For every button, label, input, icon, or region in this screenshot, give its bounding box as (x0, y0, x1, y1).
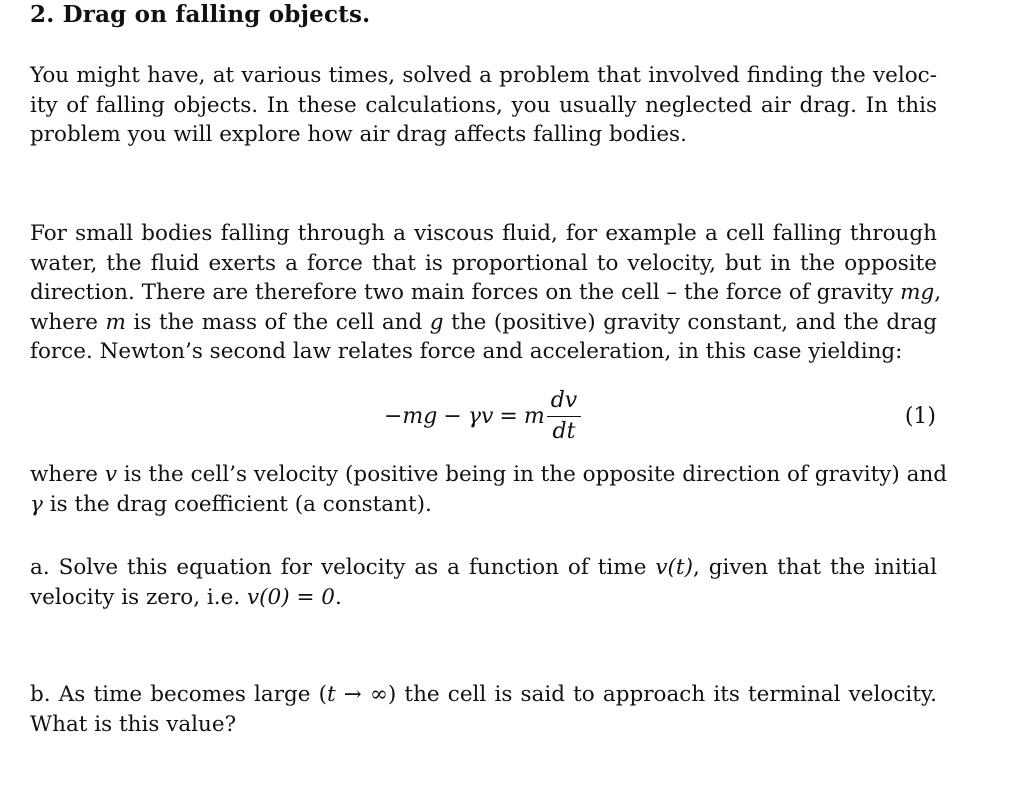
eq-equals: = (499, 403, 518, 429)
eq-minus: − (443, 403, 462, 429)
explanation-paragraph (30, 460, 948, 519)
math-m: m (105, 309, 126, 335)
equation-body (384, 380, 581, 452)
explanation-line-2-b: is the drag coefficient (a constant). (42, 491, 432, 517)
eq-coeff-m: m (523, 403, 545, 429)
part-b-paragraph (30, 680, 937, 739)
explanation-line-1-a: where (30, 462, 105, 487)
math-v: v (104, 462, 117, 487)
part-a-paragraph (30, 553, 937, 612)
intro-line-2: ity of falling objects. In these calculations, you usually neglected air drag. In this (30, 92, 937, 118)
eq-term-mg: −mg (384, 403, 438, 429)
part-a-line-2 (30, 583, 937, 613)
setup-line-2: water, the fluid exerts a force that is proportional to velocity, but in the opposite (30, 250, 937, 276)
setup-line-3-text: direction. There are therefore two main forces on the cell – the force of gravity (30, 280, 901, 305)
intro-line-3: problem you will explore how air drag affects falling bodies. (30, 122, 687, 147)
explanation-line-2 (30, 490, 937, 520)
part-b-line-2: What is this value? (30, 711, 237, 737)
explanation-line-1 (30, 460, 948, 490)
setup-line-4 (30, 308, 937, 338)
part-a-line-1-a: a. Solve this equation for velocity as a function of time (30, 555, 656, 580)
eq-term-gamma-v: γv (467, 403, 494, 429)
intro-line-1: You might have, at various times, solved a problem that involved finding the veloc- (30, 63, 937, 88)
intro-paragraph (30, 61, 937, 150)
part-a-line-2-b: . (334, 584, 342, 610)
math-g: g (429, 309, 444, 335)
eq-denominator: dt (552, 418, 576, 444)
part-b-line-1-b: ) the cell is said to approach its terminal velocity. (387, 682, 938, 707)
equation-number: (1) (904, 403, 936, 429)
setup-line-4-a: where (30, 309, 106, 335)
setup-line-3-comma: , (934, 280, 942, 305)
setup-line-3 (30, 278, 942, 308)
setup-paragraph (30, 219, 942, 367)
eq-numerator: dv (547, 388, 582, 417)
setup-line-1: For small bodies falling through a viscous fluid, for example a cell falling through (30, 221, 937, 246)
math-mg: mg (900, 280, 935, 305)
setup-line-5: force. Newton’s second law relates force and acceleration, in this case yielding: (30, 339, 903, 364)
problem-heading: 2. Drag on falling objects. (30, 1, 371, 28)
math-v0-equals-0: v(0) = 0 (247, 584, 335, 610)
part-a-line-1 (30, 553, 937, 583)
setup-line-4-b: is the mass of the cell and (125, 309, 430, 335)
explanation-line-1-b: is the cell’s velocity (positive being in the opposite direction of gravity) and (116, 462, 948, 487)
part-b-line-1 (30, 680, 937, 710)
part-b-line-1-a: b. As time becomes large ( (30, 682, 328, 707)
equation-1 (0, 380, 1024, 452)
math-gamma: γ (30, 491, 43, 517)
eq-fraction (547, 388, 582, 445)
math-t-to-infinity: t → ∞ (327, 682, 388, 707)
math-v-of-t: v(t) (655, 555, 693, 580)
setup-line-4-c: the (positive) gravity constant, and the drag (443, 309, 937, 335)
part-a-line-2-a: velocity is zero, i.e. (30, 584, 248, 610)
part-a-line-1-b: , given that the initial (692, 555, 937, 580)
